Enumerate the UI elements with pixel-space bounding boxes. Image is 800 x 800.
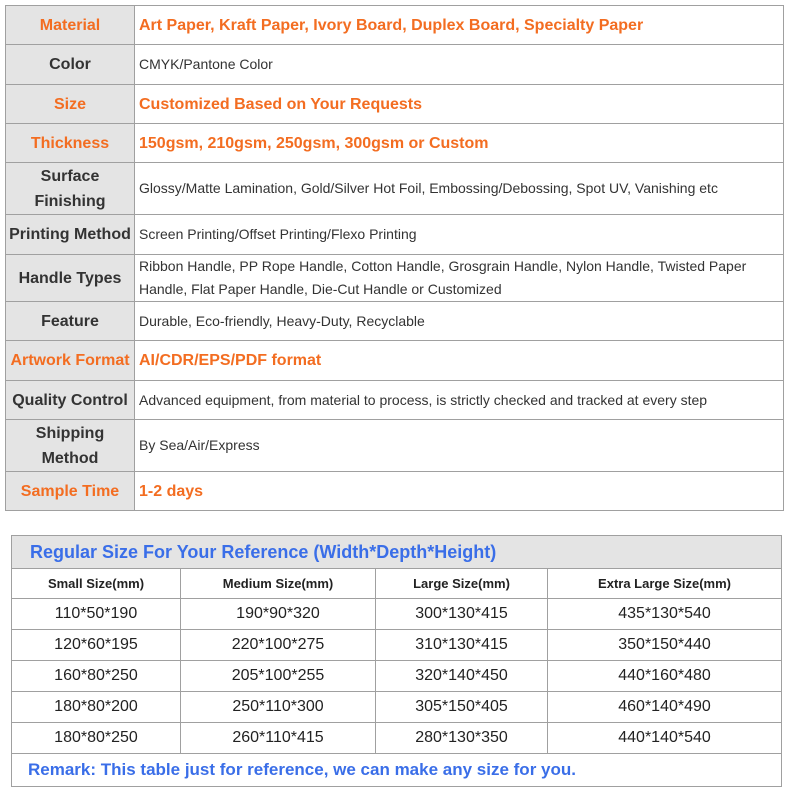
spec-label: Size	[6, 85, 135, 124]
spec-label: Shipping Method	[6, 420, 135, 472]
size-cell: 250*110*300	[181, 692, 376, 723]
spec-label: Color	[6, 45, 135, 85]
spec-label: Feature	[6, 302, 135, 341]
spec-row	[6, 163, 784, 215]
size-cell: 180*80*200	[12, 692, 181, 723]
spec-value: CMYK/Pantone Color	[135, 45, 784, 85]
spec-label: Printing Method	[6, 215, 135, 255]
spec-value: Glossy/Matte Lamination, Gold/Silver Hot Foil, Embossing/Debossing, Spot UV, Vanishing etc	[135, 163, 784, 215]
spec-label: Surface Finishing	[6, 163, 135, 215]
spec-value: Advanced equipment, from material to process, is strictly checked and tracked at every step	[135, 381, 784, 420]
spec-row	[6, 85, 784, 124]
size-cell: 190*90*320	[181, 599, 376, 630]
size-cell: 280*130*350	[376, 723, 548, 754]
size-cell: 220*100*275	[181, 630, 376, 661]
size-cell: 120*60*195	[12, 630, 181, 661]
size-cell: 180*80*250	[12, 723, 181, 754]
spec-label: Material	[6, 6, 135, 45]
size-cell: 310*130*415	[376, 630, 548, 661]
size-row	[12, 692, 782, 723]
spec-value: Screen Printing/Offset Printing/Flexo Printing	[135, 215, 784, 255]
size-cell: 205*100*255	[181, 661, 376, 692]
size-cell: 320*140*450	[376, 661, 548, 692]
spec-value: Customized Based on Your Requests	[135, 85, 784, 124]
column-header: Small Size(mm)	[12, 569, 181, 599]
spec-row	[6, 215, 784, 255]
spec-row	[6, 381, 784, 420]
size-row	[12, 723, 782, 754]
spec-row	[6, 45, 784, 85]
size-row	[12, 599, 782, 630]
column-header: Extra Large Size(mm)	[548, 569, 782, 599]
spec-value: AI/CDR/EPS/PDF format	[135, 341, 784, 381]
spec-value: By Sea/Air/Express	[135, 420, 784, 472]
column-header: Large Size(mm)	[376, 569, 548, 599]
spec-value: Ribbon Handle, PP Rope Handle, Cotton Handle, Grosgrain Handle, Nylon Handle, Twisted Paper Handle, Flat Paper Handle, Die-Cut Handle or Customized	[135, 255, 784, 302]
size-cell: 435*130*540	[548, 599, 782, 630]
spec-row	[6, 255, 784, 302]
size-cell: 440*140*540	[548, 723, 782, 754]
size-cell: 160*80*250	[12, 661, 181, 692]
spec-label: Sample Time	[6, 472, 135, 511]
size-cell: 460*140*490	[548, 692, 782, 723]
spec-value: 1-2 days	[135, 472, 784, 511]
spec-label: Handle Types	[6, 255, 135, 302]
size-row	[12, 630, 782, 661]
spec-value: Art Paper, Kraft Paper, Ivory Board, Duplex Board, Specialty Paper	[135, 6, 784, 45]
size-cell: 440*160*480	[548, 661, 782, 692]
spec-row	[6, 6, 784, 45]
size-cell: 350*150*440	[548, 630, 782, 661]
size-cell: 110*50*190	[12, 599, 181, 630]
spec-value: Durable, Eco-friendly, Heavy-Duty, Recyclable	[135, 302, 784, 341]
size-table-title: Regular Size For Your Reference (Width*Depth*Height)	[12, 536, 782, 569]
column-header: Medium Size(mm)	[181, 569, 376, 599]
spec-value: 150gsm, 210gsm, 250gsm, 300gsm or Custom	[135, 124, 784, 163]
spec-row	[6, 341, 784, 381]
size-row	[12, 661, 782, 692]
spec-label: Quality Control	[6, 381, 135, 420]
size-cell: 260*110*415	[181, 723, 376, 754]
size-cell: 305*150*405	[376, 692, 548, 723]
size-reference-table	[11, 535, 782, 787]
remark-text: Remark: This table just for reference, we can make any size for you.	[12, 754, 782, 787]
spec-row	[6, 124, 784, 163]
spec-row	[6, 420, 784, 472]
specification-table	[5, 5, 784, 511]
spec-row	[6, 472, 784, 511]
spec-label: Thickness	[6, 124, 135, 163]
size-cell: 300*130*415	[376, 599, 548, 630]
spec-label: Artwork Format	[6, 341, 135, 381]
spec-row	[6, 302, 784, 341]
